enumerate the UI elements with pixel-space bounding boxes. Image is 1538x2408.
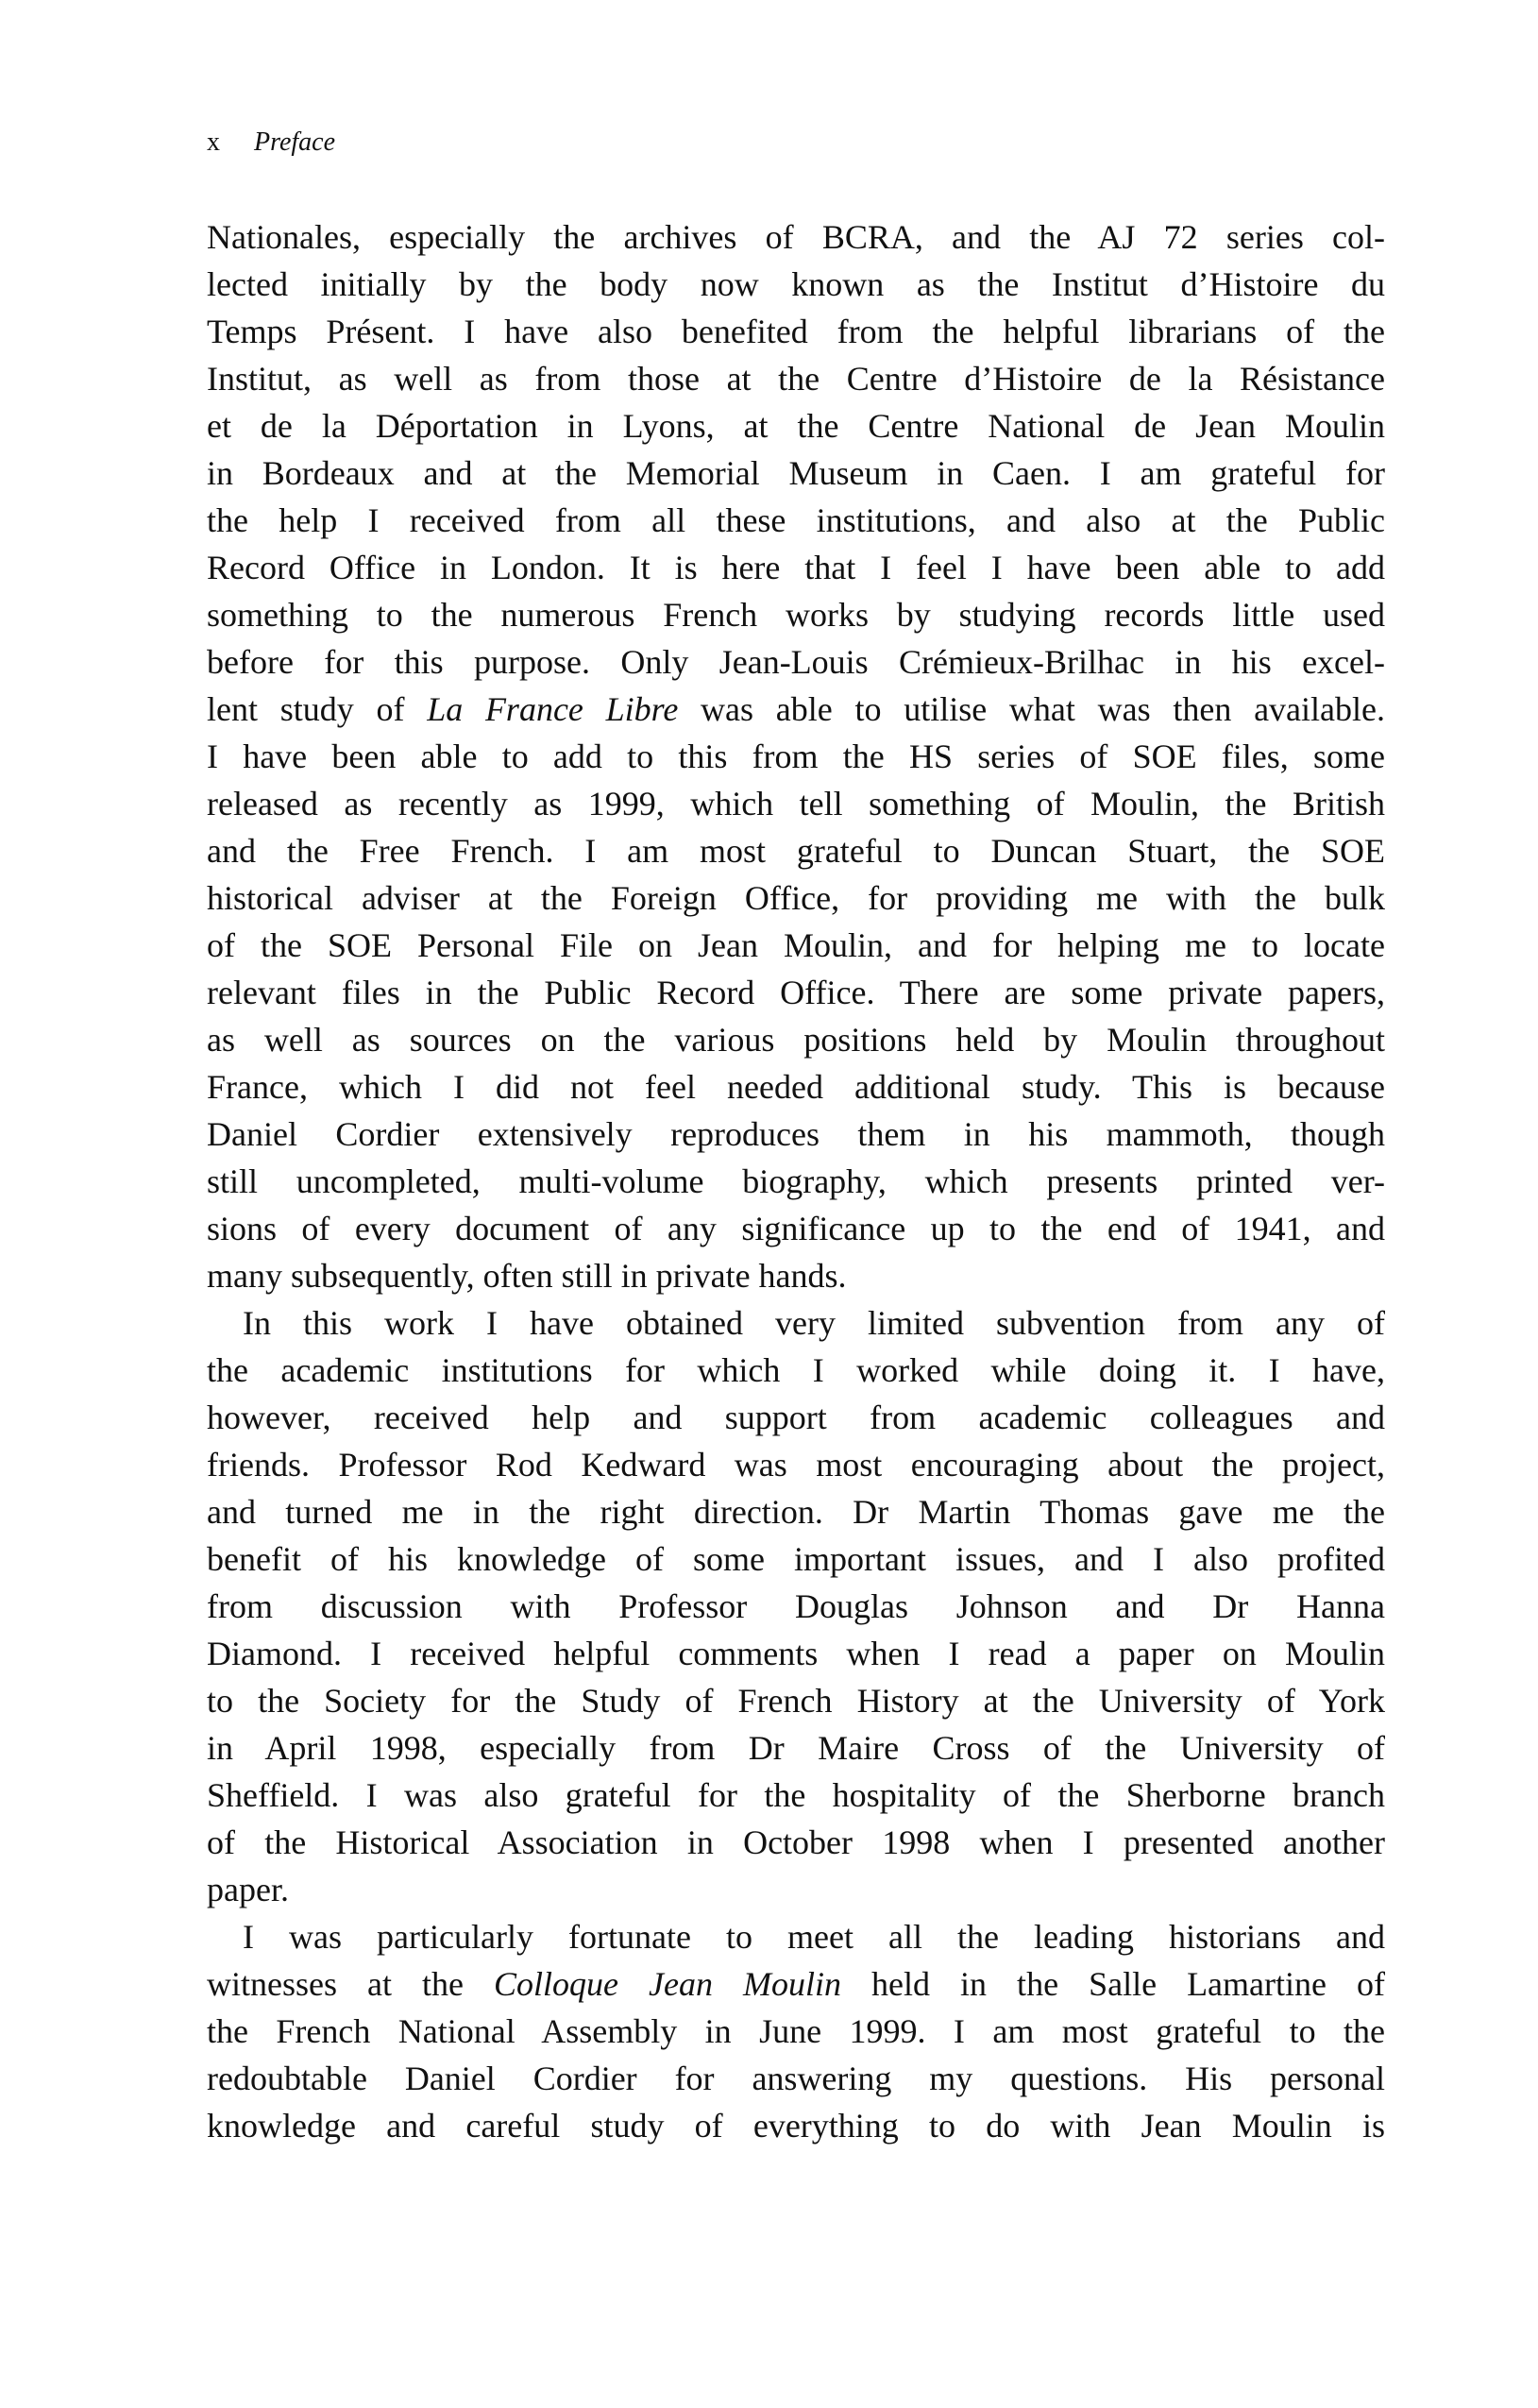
text-span: from discussion with Professor Douglas Johnson and Dr Hanna (207, 1587, 1385, 1625)
text-line (207, 1394, 1385, 1441)
paragraph (207, 213, 1385, 1299)
text-span: Institut, as well as from those at the Centre d’Histoire de la Résistance (207, 360, 1385, 398)
text-span: relevant files in the Public Record Office. There are some private papers, (207, 974, 1385, 1011)
text-line (207, 1205, 1385, 1252)
page-number: x (207, 127, 220, 157)
text-line (207, 449, 1385, 497)
text-span: Daniel Cordier extensively reproduces them in his mammoth, though (207, 1115, 1385, 1153)
text-span: lected initially by the body now known as the Institut d’Histoire du (207, 265, 1385, 303)
text-line (207, 1488, 1385, 1535)
text-span: something to the numerous French works by studying records little used (207, 596, 1385, 634)
text-line (207, 261, 1385, 308)
text-span: Temps Présent. I have also benefited from the helpful librarians of the (207, 313, 1385, 350)
text-span: held in the Salle Lamartine of (841, 1965, 1385, 2003)
text-line (207, 1016, 1385, 1063)
text-line (207, 638, 1385, 686)
text-span: still uncompleted, multi-volume biography, which presents printed ver- (207, 1162, 1385, 1200)
text-line (207, 213, 1385, 261)
text-line (207, 402, 1385, 449)
text-span: I have been able to add to this from the HS series of SOE files, some (207, 738, 1385, 775)
text-line (207, 1299, 1385, 1347)
text-span: the help I received from all these institutions, and also at the Public (207, 501, 1385, 539)
text-line (207, 497, 1385, 544)
text-line (207, 1724, 1385, 1772)
text-span: in Bordeaux and at the Memorial Museum in Caen. I am grateful for (207, 454, 1385, 492)
text-span: Sheffield. I was also grateful for the hospitality of the Sherborne branch (207, 1776, 1385, 1814)
text-line (207, 1819, 1385, 1866)
text-span: and turned me in the right direction. Dr Martin Thomas gave me the (207, 1493, 1385, 1531)
text-span: however, received help and support from academic colleagues and (207, 1399, 1385, 1436)
text-span: Record Office in London. It is here that I feel I have been able to add (207, 549, 1385, 586)
text-span: released as recently as 1999, which tell something of Moulin, the British (207, 785, 1385, 822)
text-span: France, which I did not feel needed additional study. This is because (207, 1068, 1385, 1106)
text-span: friends. Professor Rod Kedward was most encouraging about the project, (207, 1446, 1385, 1484)
text-line (207, 544, 1385, 591)
text-span: benefit of his knowledge of some important issues, and I also profited (207, 1540, 1385, 1578)
text-line (207, 1441, 1385, 1488)
text-line (207, 1960, 1385, 2008)
paragraph (207, 1913, 1385, 2149)
text-line (207, 1913, 1385, 1960)
text-line (207, 2008, 1385, 2055)
text-span: Nationales, especially the archives of BCRA, and the AJ 72 series col- (207, 218, 1385, 256)
body-text (207, 213, 1385, 2149)
text-line (207, 969, 1385, 1016)
text-span: and the Free French. I am most grateful to Duncan Stuart, the SOE (207, 832, 1385, 870)
running-head (207, 126, 335, 160)
text-line (207, 686, 1385, 733)
italic-title: Colloque Jean Moulin (494, 1965, 842, 2003)
text-span: paper. (207, 1871, 289, 1908)
text-line (207, 1347, 1385, 1394)
running-head-title: Preface (254, 127, 336, 157)
text-span: to the Society for the Study of French History at the University of York (207, 1682, 1385, 1720)
text-line (207, 355, 1385, 402)
text-span: was able to utilise what was then available. (678, 690, 1385, 728)
text-line (207, 1111, 1385, 1158)
text-span: the French National Assembly in June 1999. I am most grateful to the (207, 2012, 1385, 2050)
text-span: sions of every document of any significance up to the end of 1941, and (207, 1210, 1385, 1247)
text-span: In this work I have obtained very limited subvention from any of (243, 1304, 1385, 1342)
text-span: before for this purpose. Only Jean-Louis Crémieux-Brilhac in his excel- (207, 643, 1385, 681)
text-span: Diamond. I received helpful comments when I read a paper on Moulin (207, 1635, 1385, 1672)
text-span: redoubtable Daniel Cordier for answering my questions. His personal (207, 2060, 1385, 2097)
text-line (207, 780, 1385, 827)
text-line (207, 1583, 1385, 1630)
text-span: the academic institutions for which I worked while doing it. I have, (207, 1351, 1385, 1389)
text-span: historical adviser at the Foreign Office, for providing me with the bulk (207, 879, 1385, 917)
text-line (207, 1535, 1385, 1583)
text-line (207, 922, 1385, 969)
text-line (207, 733, 1385, 780)
paragraph (207, 1299, 1385, 1913)
text-line (207, 874, 1385, 922)
text-span: lent study of (207, 690, 428, 728)
text-line (207, 1252, 1385, 1299)
text-line (207, 1158, 1385, 1205)
text-line (207, 2102, 1385, 2149)
text-line (207, 308, 1385, 355)
text-span: witnesses at the (207, 1965, 495, 2003)
text-span: I was particularly fortunate to meet all the leading historians and (243, 1918, 1385, 1956)
text-line (207, 1677, 1385, 1724)
text-line (207, 827, 1385, 874)
text-line (207, 2055, 1385, 2102)
text-span: many subsequently, often still in private hands. (207, 1257, 847, 1295)
text-line (207, 1630, 1385, 1677)
text-span: of the SOE Personal File on Jean Moulin, and for helping me to locate (207, 926, 1385, 964)
text-span: as well as sources on the various positions held by Moulin throughout (207, 1021, 1385, 1059)
text-span: knowledge and careful study of everything to do with Jean Moulin is (207, 2107, 1385, 2145)
text-line (207, 591, 1385, 638)
text-line (207, 1866, 1385, 1913)
text-span: in April 1998, especially from Dr Maire Cross of the University of (207, 1729, 1385, 1767)
text-span: et de la Déportation in Lyons, at the Centre National de Jean Moulin (207, 407, 1385, 445)
text-line (207, 1063, 1385, 1111)
italic-title: La France Libre (427, 690, 679, 728)
text-line (207, 1772, 1385, 1819)
text-span: of the Historical Association in October 1998 when I presented another (207, 1823, 1385, 1861)
